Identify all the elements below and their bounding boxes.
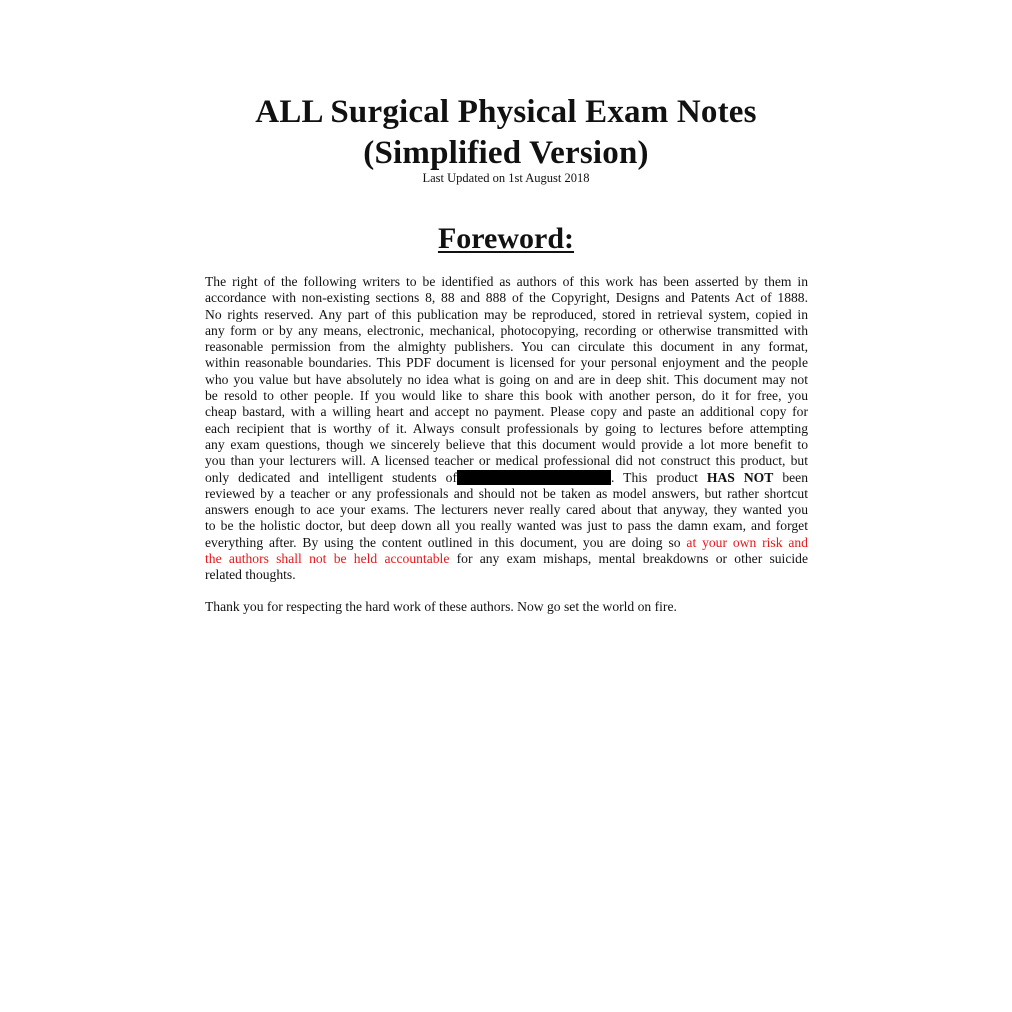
paragraph-line: No rights reserved. Any part of this publication may be reproduced, stored in retrieval system, copied in [205,306,808,322]
warning-red-text: at your own risk and [686,534,808,550]
paragraph-line: be resold to other people. If you would like to share this book with another person, do it for free, you [205,388,808,404]
paragraph-line: cheap bastard, with a willing heart and accept no payment. Please copy and paste an additional copy for [205,404,808,420]
warning-line-normal-text: for any exam mishaps, mental breakdowns or other suicide [449,551,808,567]
redacted-line-suffix: . This product [610,469,707,485]
paragraph-line: The right of the following writers to be identified as authors of this work has been asserted by them in [205,274,808,289]
document-title-line-2: (Simplified Version) [363,135,649,171]
foreword-heading [0,220,1012,258]
paragraph-line: accordance with non-existing sections 8, 88 and 888 of the Copyright, Designs and Patents Act of 1888. [205,290,808,306]
document-title-line-1: ALL Surgical Physical Exam Notes [255,94,757,130]
paragraph-line-warning-2 [205,551,808,567]
redaction-block [457,470,611,485]
paragraph-line: within reasonable boundaries. This PDF document is licensed for your personal enjoyment and the people [205,355,808,371]
paragraph-line: any form or by any means, electronic, mechanical, photocopying, recording or otherwise transmitted with [205,322,808,338]
has-not-emphasis: HAS NOT [706,469,774,485]
redacted-line-prefix: only dedicated and intelligent students of [205,469,457,485]
warning-line-normal-text: everything after. By using the content outlined in this document, you are doing so [205,534,687,550]
thank-you-line: Thank you for respecting the hard work of these authors. Now go set the world on fire. [205,599,677,614]
paragraph-line-warning-1 [205,535,808,551]
paragraph-line: to be the holistic doctor, but deep down all you really wanted was just to pass the damn exam, and forget [205,518,808,534]
last-updated-date: Last Updated on 1st August 2018 [422,171,590,185]
paragraph-line: answers enough to ace your exams. The lecturers never really cared about that anyway, they wanted you [205,502,808,518]
redacted-line-end: been [773,469,808,485]
warning-red-text: the authors shall not be held accountable [205,551,450,567]
paragraph-line: reviewed by a teacher or any professionals and should not be taken as model answers, but rather shortcut [205,485,808,501]
paragraph-line: each recipient that is worthy of it. Always consult professionals by going to lectures before attempting [205,420,808,436]
paragraph-closing-line: related thoughts. [205,567,296,583]
foreword-paragraph [205,274,808,584]
paragraph-line: you than your lecturers will. A licensed teacher or medical professional did not construct this product, but [205,453,808,469]
paragraph-line-redacted [205,470,808,486]
paragraph-line: any exam questions, though we sincerely believe that this document would provide a lot more benefit to [205,436,808,452]
paragraph-line: who you value but have absolutely no idea what is going on and are in deep shit. This document may not [205,371,808,387]
foreword-heading-text: Foreword: [437,222,575,255]
paragraph-line: reasonable permission from the almighty publishers. You can circulate this document in any format, [205,339,808,355]
